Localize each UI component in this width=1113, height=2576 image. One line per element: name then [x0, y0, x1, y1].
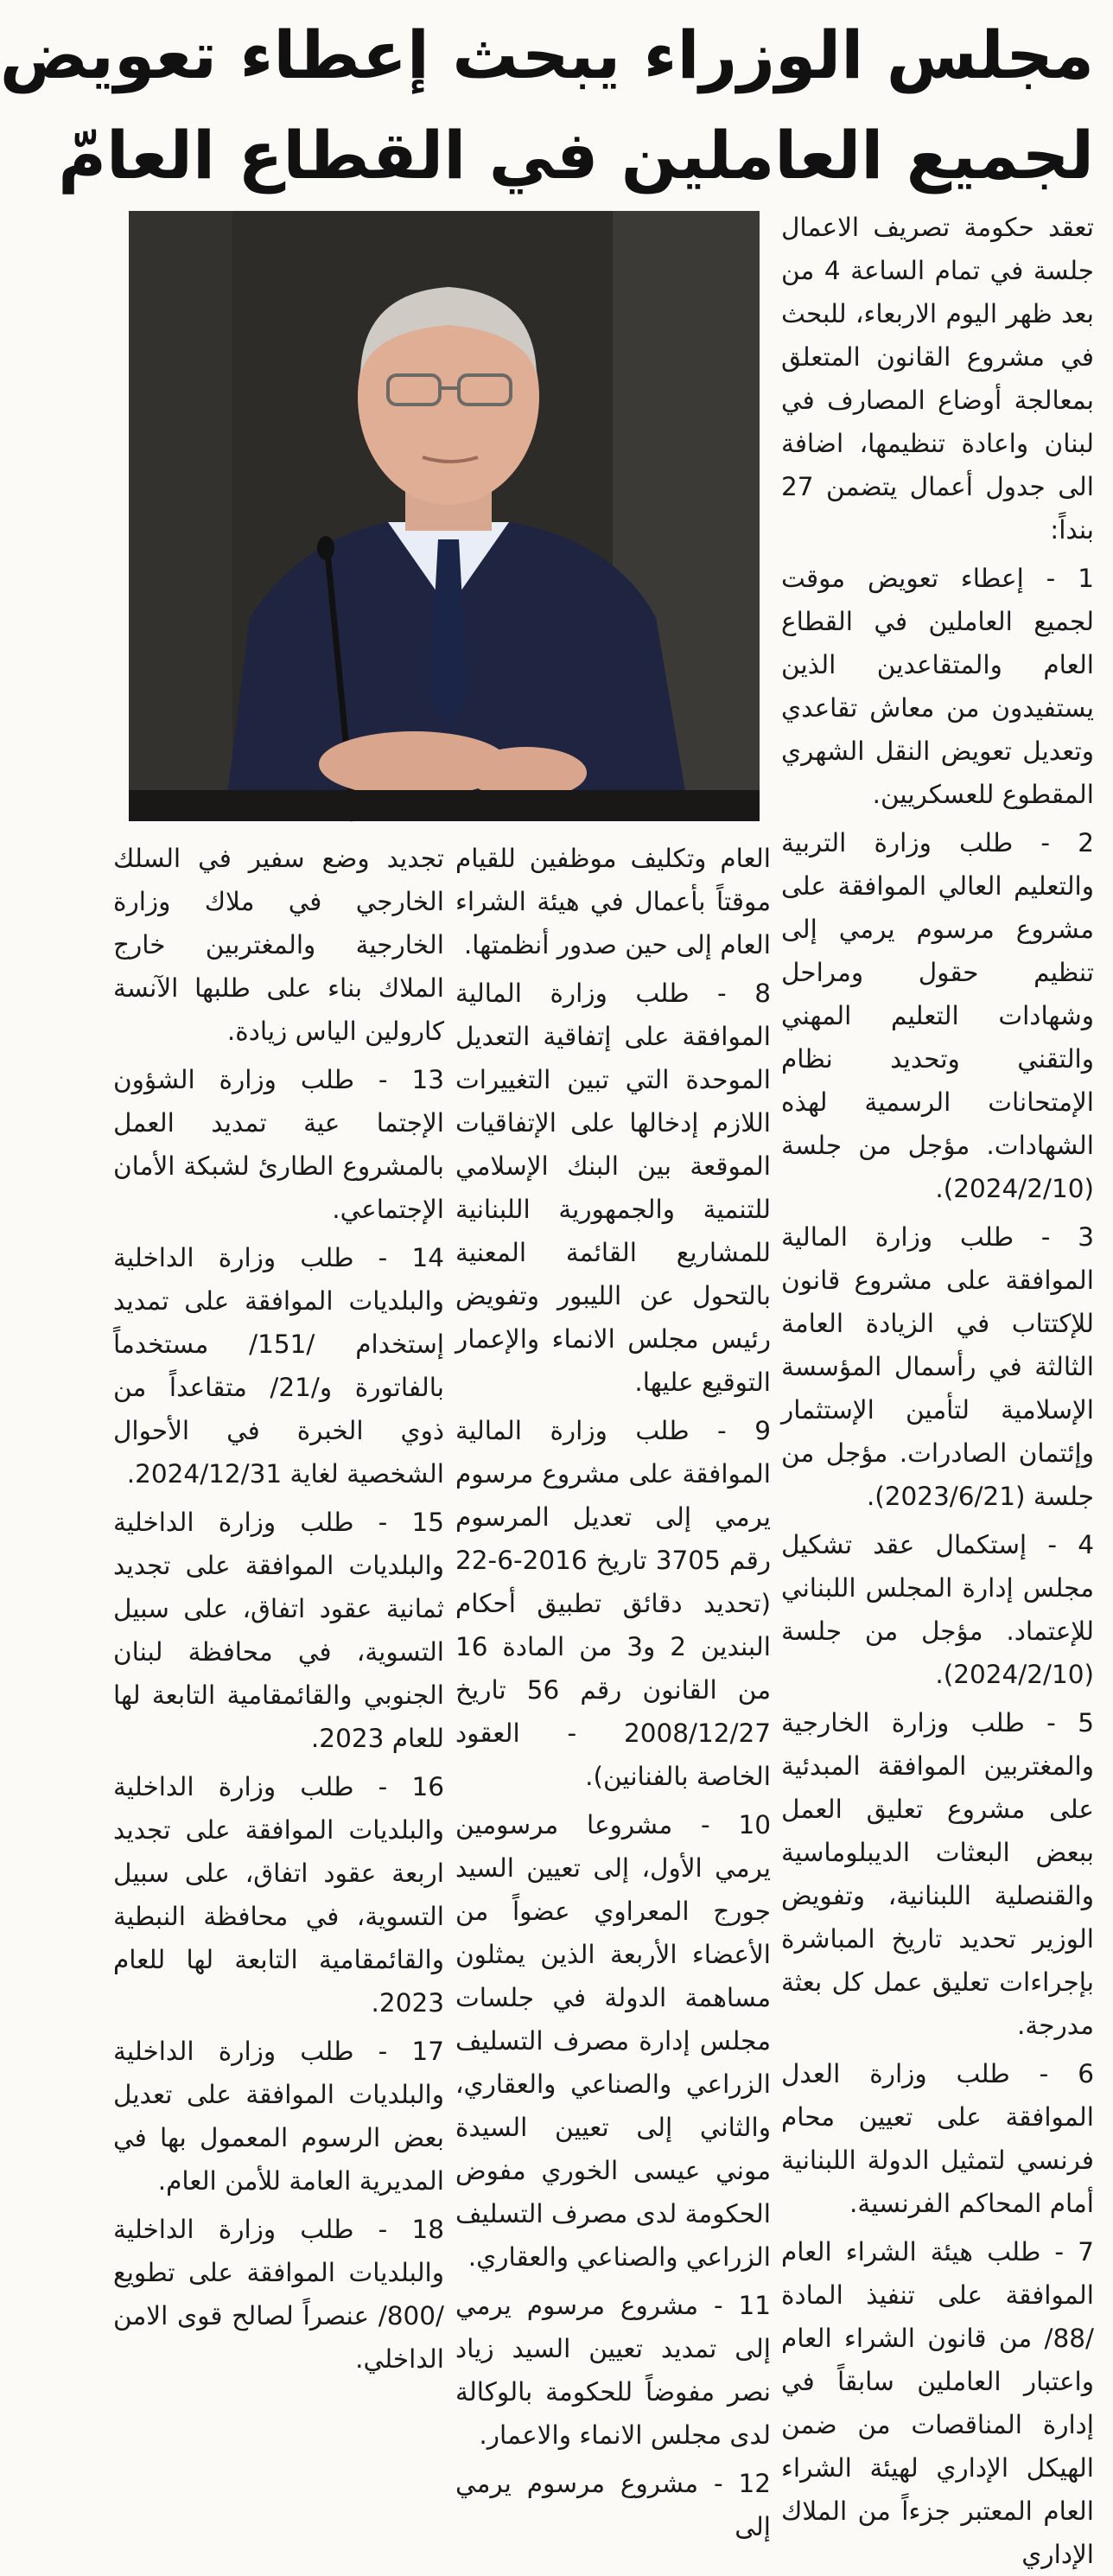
- column-left: [113, 837, 444, 2384]
- agenda-item-7: 7 - طلب هيئة الشراء العام الموافقة على تنفيذ المادة /88/ من قانون الشراء العام واعتبار العاملين سابقاً في إدارة المناقصات من ضمن الهيكل الإداري لهيئة الشراء العام المعتبر جزءاً من الملاك الإداري: [781, 2237, 1094, 2569]
- agenda-item-1: 1 - إعطاء تعويض موقت لجميع العاملين في القطاع العام والمتقاعدين الذين يستفيدون من معاش تقاعدي وتعديل تعويض النقل الشهري المقطوع للعسكريين.: [781, 564, 1094, 809]
- agenda-item-2: 2 - طلب وزارة التربية والتعليم العالي الموافقة على مشروع مرسوم يرمي إلى تنظيم حقول ومراحل وشهادات التعليم المهني والتقني وتحديد نظام الإمتحانات الرسمية لهذه الشهادات. مؤجل من جلسة (2024/2/10).: [781, 828, 1094, 1203]
- paragraph: العام وتكليف موظفين للقيام موقتاً بأعمال في هيئة الشراء العام إلى حين صدور أنظمتها.: [455, 844, 771, 960]
- agenda-item-8: 8 - طلب وزارة المالية الموافقة على إتفاقية التعديل الموحدة التي تبين التغييرات اللازم إدخالها على الإتفاقيات الموقعة بين البنك الإسلامي للتنمية والجمهورية اللبنانية للمشاريع القائمة المعنية بالتحول عن الليبور وتفويض رئيس مجلس الانماء والإعمار التوقيع عليها.: [455, 979, 771, 1397]
- agenda-item-10: 10 - مشروعا مرسومين يرمي الأول، إلى تعيين السيد جورج المعراوي عضواً من الأعضاء الأربعة الذين يمثلون مساهمة الدولة في جلسات مجلس إدارة مصرف التسليف الزراعي والصناعي والعقاري، والثاني إلى تعيين السيدة موني عيسى الخوري مفوض الحكومة لدى مصرف التسليف الزراعي والصناعي والعقاري.: [455, 1810, 771, 2272]
- agenda-item-12: 12 - مشروع مرسوم يرمي إلى: [455, 2469, 771, 2541]
- headline-line-2: لجميع العاملين في القطاع العامّ: [58, 117, 1094, 194]
- agenda-item-4: 4 - إستكمال عقد تشكيل مجلس إدارة المجلس اللبناني للإعتماد. مؤجل من جلسة (2024/2/10).: [781, 1530, 1094, 1689]
- agenda-item-13: 13 - طلب وزارة الشؤون الإجتما عية تمديد العمل بالمشروع الطارئ لشبكة الأمان الإجتماعي.: [113, 1065, 444, 1224]
- paragraph: تعقد حكومة تصريف الاعمال جلسة في تمام الساعة 4 من بعد ظهر اليوم الاربعاء، للبحث في مشروع القانون المتعلق بمعالجة أوضاع المصارف في لبنان واعادة تنظيمها، اضافة الى جدول أعمال يتضمن 27 بنداً:: [781, 213, 1095, 545]
- agenda-item-14: 14 - طلب وزارة الداخلية والبلديات الموافقة على تمديد إستخدام /151/ مستخدماً بالفاتورة و/21/ متقاعداً من ذوي الخبرة في الأحوال الشخصية لغاية 2024/12/31.: [113, 1243, 444, 1489]
- column-middle: [455, 837, 771, 2541]
- headline-line-1: مجلس الوزراء يبحث إعطاء تعويض: [0, 16, 1094, 93]
- agenda-item-9: 9 - طلب وزارة المالية الموافقة على مشروع مرسوم يرمي إلى تعديل المرسوم رقم 3705 تاريخ 2016-6-22 (تحديد دقائق تطبيق أحكام البندين 2 و3 من المادة 16 من القانون رقم 56 تاريخ 2008/12/27 - العقود الخاصة بالفنانين).: [455, 1416, 771, 1791]
- agenda-item-6: 6 - طلب وزارة العدل الموافقة على تعيين محام فرنسي لتمثيل الدولة اللبنانية أمام المحاكم الفرنسية.: [781, 2059, 1094, 2218]
- newspaper-page: [0, 5, 1113, 2569]
- paragraph: تجديد وضع سفير في السلك الخارجي في ملاك وزارة الخارجية والمغتربين خارج الملاك بناء على طلبها الآنسة كارولين الياس زيادة.: [113, 844, 444, 1046]
- portrait-photo: [129, 211, 760, 821]
- agenda-item-5: 5 - طلب وزارة الخارجية والمغتربين الموافقة المبدئية على مشروع تعليق العمل ببعض البعثات الديبلوماسية والقنصلية اللبنانية، وتفويض الوزير تحديد تاريخ المباشرة بإجراءات تعليق عمل كل بعثة مدرجة.: [781, 1708, 1094, 2040]
- agenda-item-18: 18 - طلب وزارة الداخلية والبلديات الموافقة على تطويع /800/ عنصراً لصالح قوى الامن الداخلي.: [113, 2215, 444, 2374]
- column-right: [781, 206, 1095, 2569]
- agenda-item-17: 17 - طلب وزارة الداخلية والبلديات الموافقة على تعديل بعض الرسوم المعمول بها في المديرية العامة للأمن العام.: [113, 2037, 444, 2196]
- agenda-item-11: 11 - مشروع مرسوم يرمي إلى تمديد تعيين السيد زياد نصر مفوضاً للحكومة بالوكالة لدى مجلس الانماء والاعمار.: [455, 2291, 771, 2450]
- portrait-photo-icon: [129, 211, 760, 821]
- agenda-item-15: 15 - طلب وزارة الداخلية والبلديات الموافقة على تجديد ثمانية عقود اتفاق، على سبيل التسوية، في محافظة لبنان الجنوبي والقائمقامية التابعة لها للعام 2023.: [113, 1508, 444, 1753]
- agenda-item-16: 16 - طلب وزارة الداخلية والبلديات الموافقة على تجديد اربعة عقود اتفاق، على سبيل التسوية، في محافظة النبطية والقائمقامية التابعة لها للعام 2023.: [113, 1772, 444, 2018]
- agenda-item-3: 3 - طلب وزارة المالية الموافقة على مشروع قانون للإكتتاب في الزيادة العامة الثالثة في رأسمال المؤسسة الإسلامية لتأمين الإستثمار وإئتمان الصادرات. مؤجل من جلسة (2023/6/21).: [781, 1222, 1094, 1511]
- headline: [0, 5, 1094, 206]
